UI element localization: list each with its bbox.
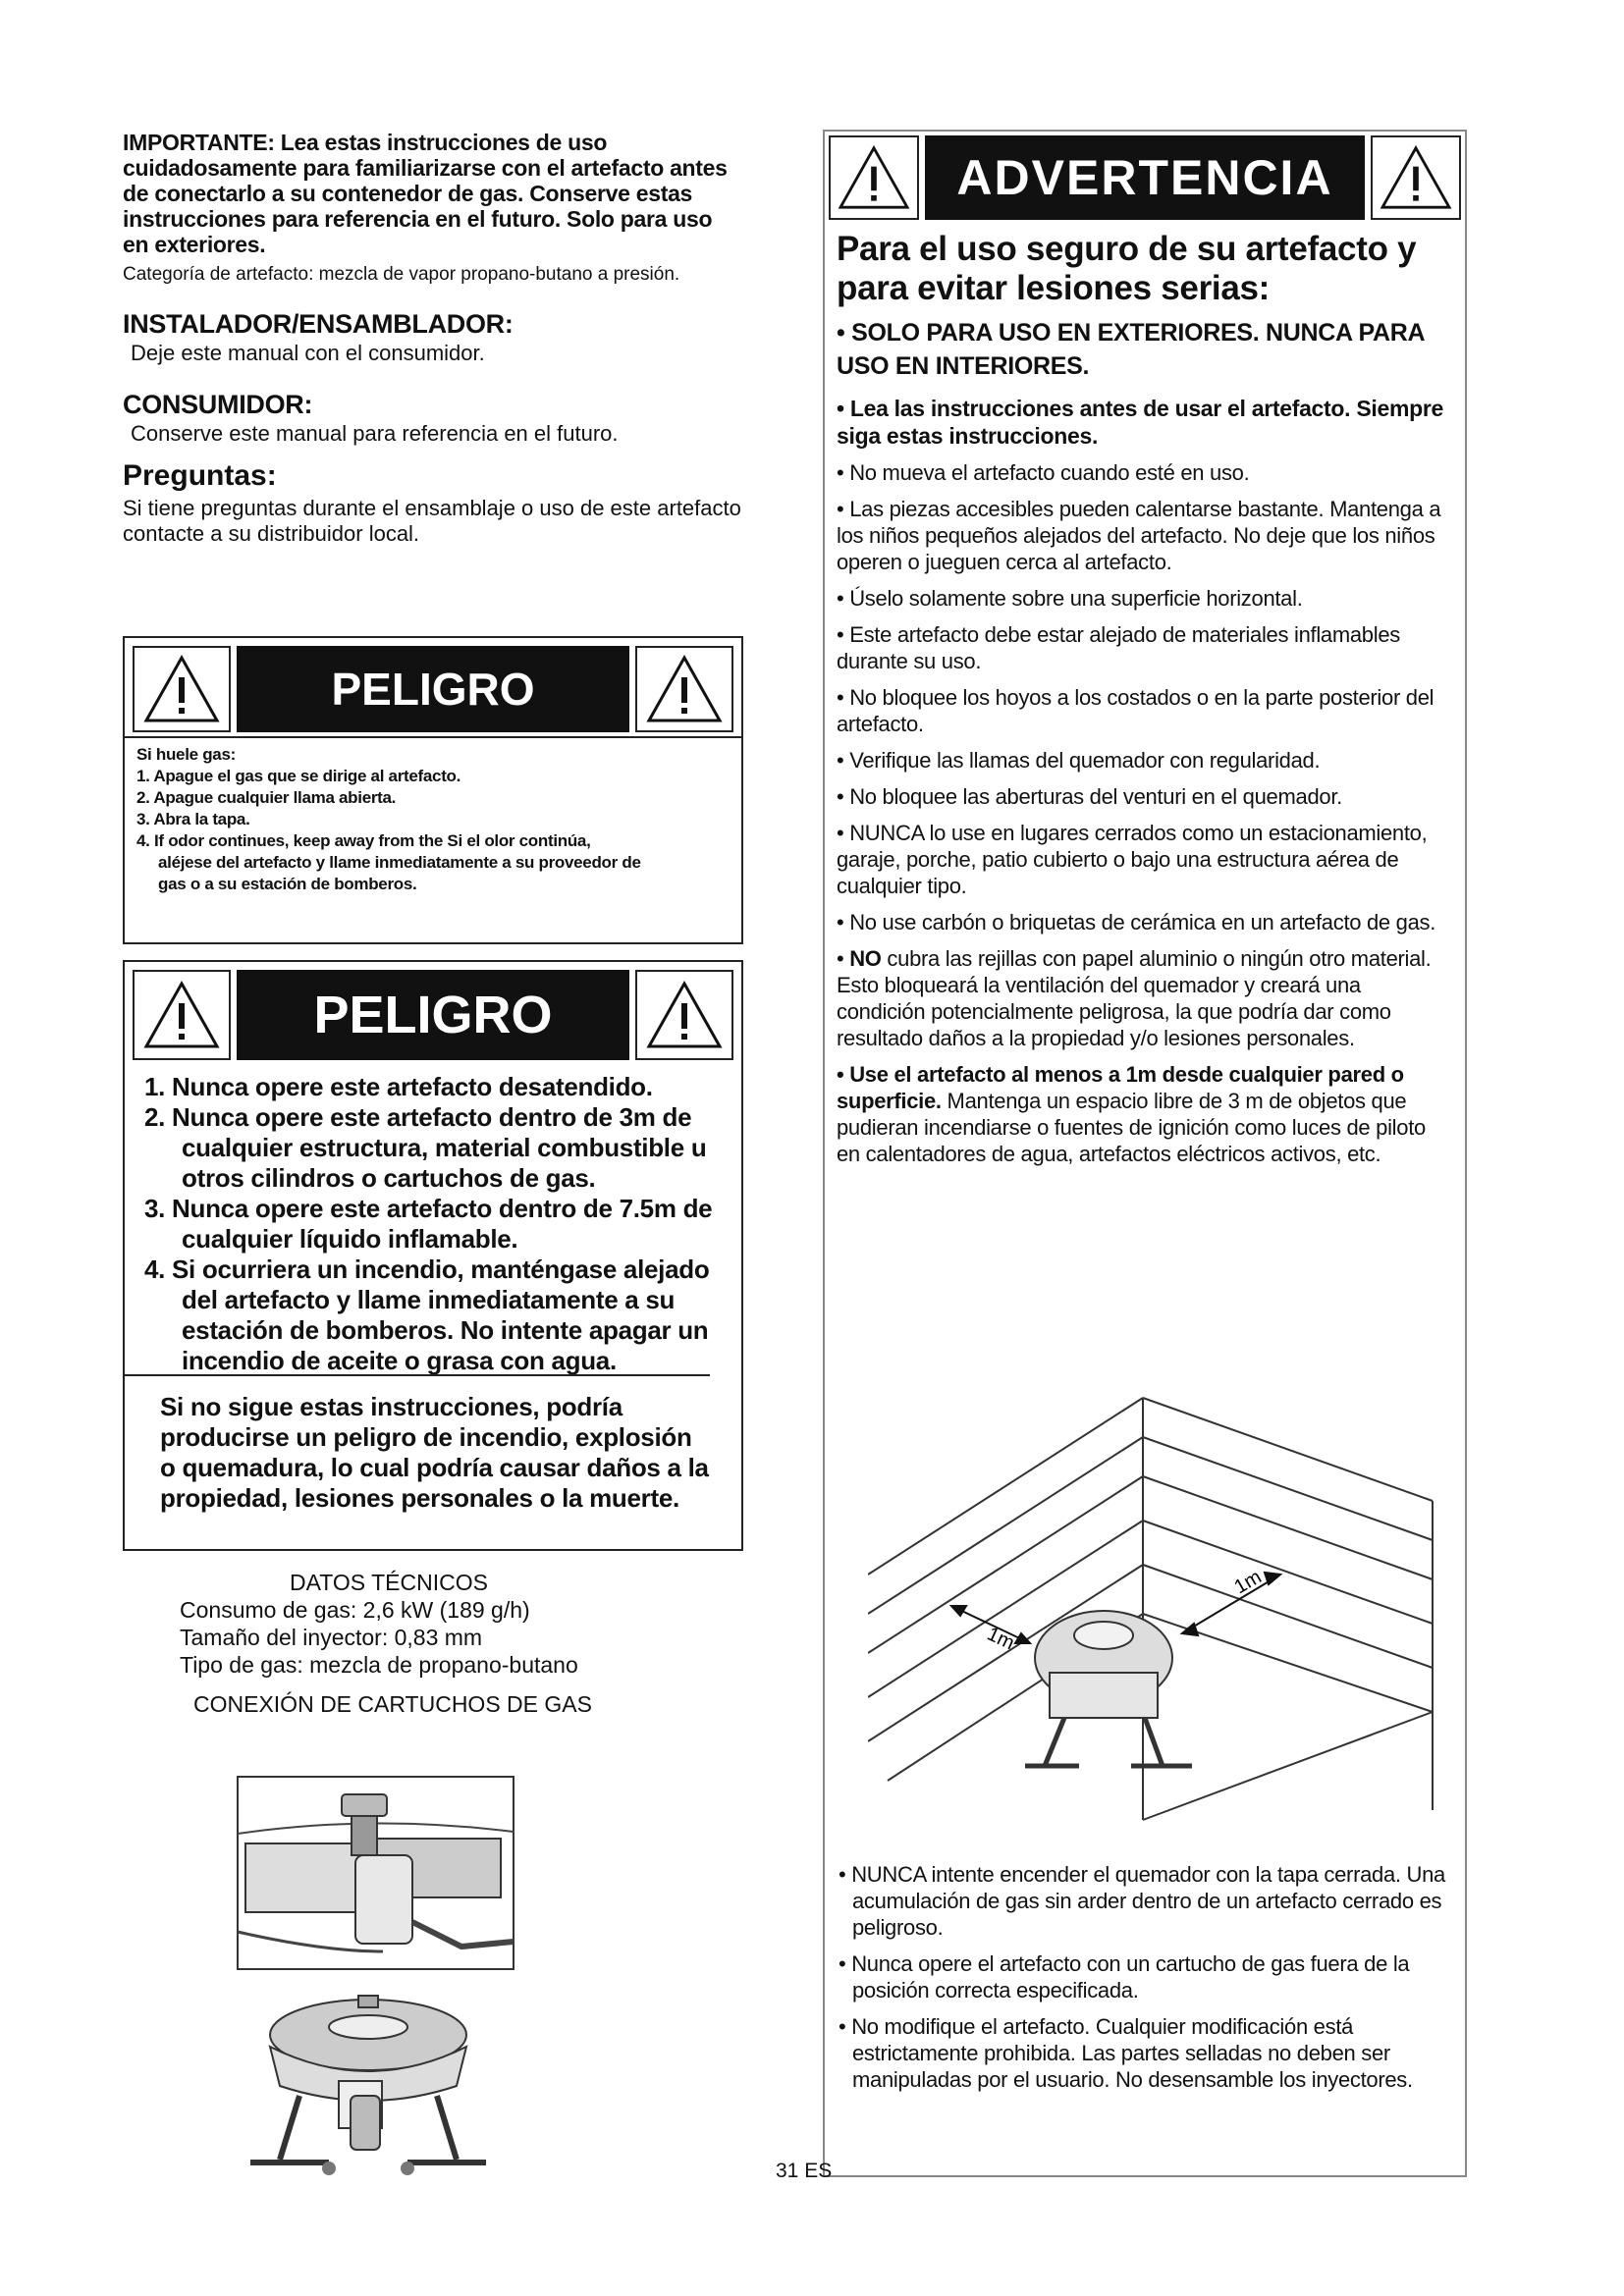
tech-connection-heading: CONEXIÓN DE CARTUCHOS DE GAS — [193, 1691, 592, 1717]
warning-triangle-icon — [635, 646, 733, 732]
danger-box-2 — [123, 960, 743, 1551]
tech-data — [123, 1569, 743, 1718]
warning-item: • Nunca opere el artefacto con un cartucho de gas fuera de la posición correcta especificada. — [839, 1951, 1410, 2002]
appliance-category: Categoría de artefacto: mezcla de vapor propano-butano a presión. — [123, 264, 680, 285]
read-instructions-notice: • Lea las instrucciones antes de usar el artefacto. Siempre siga estas instrucciones. — [837, 396, 1444, 449]
warning-item: • NUNCA lo use en lugares cerrados como un estacionamiento, garaje, porche, patio cubierto o bajo una estructura aérea de cualquier tipo. — [837, 821, 1428, 898]
warning-item: • No use carbón o briquetas de cerámica en un artefacto de gas. — [837, 910, 1436, 934]
gas-smell-instructions — [136, 744, 726, 895]
distance-emphasis: • Use el artefacto al menos a 1m desde cualquier pared o superficie. — [837, 1062, 1404, 1113]
warning-item: • No bloquee las aberturas del venturi en el quemador. — [837, 784, 1342, 809]
list-item: 1. Nunca opere este artefacto desatendido. — [144, 1072, 653, 1101]
danger-title-2: PELIGRO — [237, 970, 629, 1060]
page-number: 31 ES — [776, 2160, 833, 2182]
list-item: 1. Apague el gas que se dirige al artefacto. — [136, 767, 461, 785]
list-item: 2. Apague cualquier llama abierta. — [136, 788, 397, 807]
no-emphasis: NO — [849, 946, 882, 971]
tech-injector: Tamaño del inyector: 0,83 mm — [180, 1625, 483, 1650]
questions-heading: Preguntas: — [123, 459, 277, 492]
danger-banner-1 — [133, 646, 733, 732]
danger-consequence-note: Si no sigue estas instrucciones, podría producirse un peligro de incendio, explosión o quemadura, lo cual podría causar daños a la propiedad, lesiones personales o la muerte. — [125, 1374, 710, 1514]
danger-title-1: PELIGRO — [237, 646, 629, 732]
cartridge-closeup-illustration — [236, 1775, 515, 1971]
installer-heading: INSTALADOR/ENSAMBLADOR: — [123, 309, 514, 339]
danger-banner-2 — [133, 970, 733, 1060]
list-item: 4. If odor continues, keep away from the Si el olor continúa, — [136, 831, 591, 850]
warning-item: • No bloquee los hoyos a los costados o en la parte posterior del artefacto. — [837, 685, 1435, 736]
list-item: gas o a su estación de bomberos. — [158, 875, 417, 893]
warning-item: • No modifique el artefacto. Cualquier modificación está estrictamente prohibida. Las partes selladas no deben ser manipuladas por el usuario. No desensamble los inyectores. — [839, 2014, 1413, 2092]
warning-headline: Para el uso seguro de su artefacto y para evitar lesiones serias: — [837, 230, 1417, 307]
no-cover-text: cubra las rejillas con papel aluminio o ningún otro material. Esto bloqueará la ventilación del quemador y creará una condición potencialmente peligrosa, la que podría dar como resultado daños a la propiedad y/o lesiones personales. — [837, 946, 1432, 1050]
right-distance-label: 1m — [1230, 1566, 1266, 1599]
distance-text: Mantenga un espacio libre de 3 m de objetos que pudieran incendiarse o fuentes de ignición como luces de piloto en calentadores de agua, artefactos eléctricos activos, etc. — [837, 1089, 1426, 1166]
clearance-diagram — [868, 1378, 1437, 1840]
consumer-text: Conserve este manual para referencia en el futuro. — [131, 421, 619, 446]
outdoor-only-notice: • SOLO PARA USO EN EXTERIORES. NUNCA PARA USO EN INTERIORES. — [837, 319, 1425, 380]
warning-title: ADVERTENCIA — [925, 135, 1365, 220]
tech-heading: DATOS TÉCNICOS — [290, 1570, 488, 1595]
tech-consumption: Consumo de gas: 2,6 kW (189 g/h) — [180, 1597, 530, 1623]
warning-item: • NUNCA intente encender el quemador con la tapa cerrada. Una acumulación de gas sin arder dentro de un artefacto cerrado es peligroso. — [839, 1862, 1445, 1940]
warning-item: • Úselo solamente sobre una superficie horizontal. — [837, 586, 1303, 611]
list-item: 4. Si ocurriera un incendio, manténgase alejado del artefacto y llame inmediatamente a su estación de bomberos. No intente apagar un incendio de aceite o grasa con agua. — [144, 1255, 710, 1375]
warning-triangle-icon — [1371, 135, 1461, 220]
warning-triangle-icon — [133, 970, 231, 1060]
warning-triangle-icon — [635, 970, 733, 1060]
installer-text: Deje este manual con el consumidor. — [131, 341, 485, 365]
list-item: 3. Abra la tapa. — [136, 810, 250, 828]
important-notice: IMPORTANTE: Lea estas instrucciones de uso cuidadosamente para familiarizarse con el artefacto antes de conectarlo a su contenedor de gas. Conserve estas instrucciones para referencia en el futuro. Solo para uso en exteriores. — [123, 130, 728, 257]
list-item: Si huele gas: — [136, 745, 236, 764]
warning-item: • Las piezas accesibles pueden calentarse bastante. Mantenga a los niños pequeños alejados del artefacto. No deje que los niños operen o jueguen cerca al artefacto. — [837, 497, 1441, 574]
consumer-heading: CONSUMIDOR: — [123, 390, 313, 419]
warning-box — [823, 130, 1467, 2177]
warning-item: • Este artefacto debe estar alejado de materiales inflamables durante su uso. — [837, 622, 1400, 673]
warning-item-distance — [837, 1061, 1449, 1167]
warning-triangle-icon — [133, 646, 231, 732]
warning-banner — [829, 135, 1461, 220]
questions-text: Si tiene preguntas durante el ensamblaje o uso de este artefacto contacte a su distribuidor local. — [123, 496, 741, 546]
list-item: aléjese del artefacto y llame inmediatamente a su proveedor de — [158, 853, 641, 872]
warning-bottom-text — [837, 1851, 1449, 2093]
danger-rules-list — [144, 1072, 733, 1376]
warning-item: • No mueva el artefacto cuando esté en uso. — [837, 460, 1250, 485]
left-distance-label: 1m — [983, 1623, 1018, 1655]
left-column — [123, 130, 743, 547]
list-item: 3. Nunca opere este artefacto dentro de 7.5m de cualquier líquido inflamable. — [144, 1194, 713, 1254]
danger-box-1 — [123, 636, 743, 944]
grill-illustration — [241, 1988, 496, 2179]
grill-icon — [1025, 1611, 1192, 1766]
list-item: 2. Nunca opere este artefacto dentro de 3m de cualquier estructura, material combustible u otros cilindros o cartuchos de gas. — [144, 1102, 707, 1193]
warning-top-text — [837, 230, 1449, 1167]
warning-item-no-cover: • NO cubra las rejillas con papel aluminio o ningún otro material. Esto bloqueará la ventilación del quemador y creará una condición potencialmente peligrosa, la que podría dar como resultado daños a la propiedad y/o lesiones personales. — [837, 946, 1432, 1050]
warning-triangle-icon — [829, 135, 919, 220]
warning-item: • Verifique las llamas del quemador con regularidad. — [837, 748, 1321, 773]
tech-gas-type: Tipo de gas: mezcla de propano-butano — [180, 1652, 578, 1678]
